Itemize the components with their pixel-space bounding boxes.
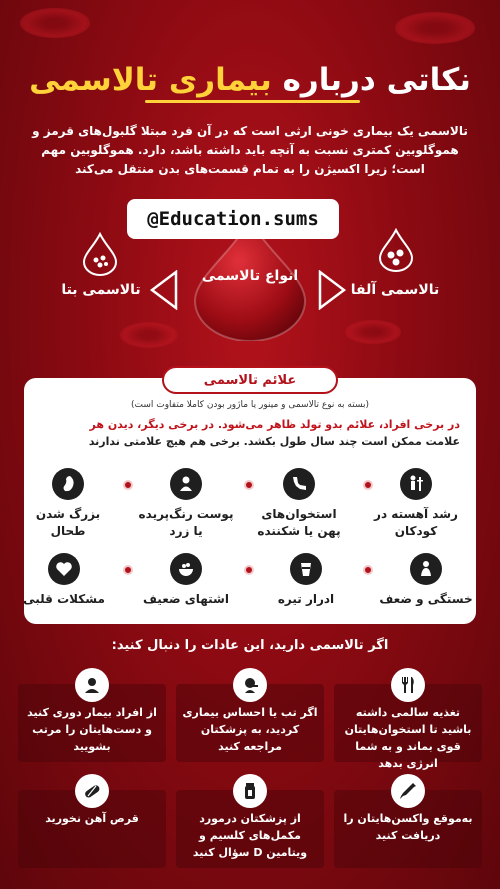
symptom-label: بزرگ شدن طحال — [35, 507, 101, 538]
fatigue-icon — [410, 553, 442, 585]
beta-thalassemia-label: تالاسمی بتا — [61, 282, 141, 298]
page-title — [0, 58, 500, 102]
symptom-item — [136, 553, 236, 608]
thalassemia-types-label: انواع تالاسمی — [201, 268, 299, 284]
symptom-label: پوست رنگ‌پریده یا زرد — [138, 507, 234, 538]
appetite-icon — [170, 553, 202, 585]
urine-cup-icon — [290, 553, 322, 585]
habit-text: از پزشکتان درمورد مکمل‌های کلسیم و ویتامین D سؤال کنید — [192, 812, 308, 859]
spleen-icon — [52, 468, 84, 500]
symptom-item — [136, 468, 236, 540]
supplement-icon — [233, 774, 267, 808]
symptom-label: اشتهای ضعیف — [143, 592, 229, 606]
triangle-right-icon — [318, 270, 346, 310]
habit-text: به‌موقع واکسن‌هایتان را دریافت کنید — [343, 812, 473, 842]
habit-card — [334, 790, 482, 868]
blood-cell-decoration — [20, 8, 90, 38]
heart-icon — [48, 553, 80, 585]
triangle-left-icon — [150, 270, 178, 310]
symptom-label: مشکلات قلبی — [23, 592, 105, 606]
pill-icon — [75, 774, 109, 808]
habits-title: اگر تالاسمی دارید، این عادات را دنبال کنید: — [111, 638, 389, 653]
alpha-thalassemia-label: تالاسمی آلفا — [350, 282, 440, 298]
habit-card — [176, 684, 324, 762]
title-underline — [145, 100, 360, 103]
symptom-item — [249, 468, 349, 540]
separator-dot — [244, 480, 254, 490]
beta-drop-icon — [82, 232, 118, 276]
symptom-label: خستگی و ضعف — [379, 592, 473, 606]
separator-dot — [363, 480, 373, 490]
blood-cell-decoration — [120, 322, 178, 348]
habit-text: تغذیه سالمی داشته باشید تا استخوان‌هایتان قوی بماند و به شما انرژی بدهد — [344, 706, 472, 770]
separator-dot — [244, 565, 254, 575]
habit-text: قرص آهن نخورید — [45, 812, 139, 825]
symptom-item — [376, 553, 476, 608]
slow-growth-icon — [400, 468, 432, 500]
intro-paragraph: تالاسمی یک بیماری خونی ارثی است که در آن فرد مبتلا گلبول‌های قرمز و هموگلوبین کمتری نسبت به آنچه باید داشته باشد، دارد. هموگلوبین مهم است؛ زیرا اکسیژن را به تمام قسمت‌های بدن منتقل می‌کند — [32, 124, 468, 176]
habit-card — [18, 684, 166, 762]
symptom-item — [18, 468, 118, 540]
watermark-handle: @Education.sums — [127, 199, 339, 239]
symptom-item — [256, 553, 356, 608]
habit-card — [18, 790, 166, 868]
symptoms-note-red: در برخی افراد، علائم بدو تولد ظاهر می‌شود. در برخی دیگر، دیدن هر — [89, 418, 460, 431]
symptoms-subtitle: (بسته به نوع تالاسمی و مینور یا ماژور بودن کاملا متفاوت است) — [130, 400, 369, 410]
baby-skin-icon — [170, 468, 202, 500]
symptoms-note-black: علامت ممکن است چند سال طول بکشد. برخی هم هیچ علامتی ندارند — [88, 435, 460, 448]
syringe-icon — [391, 774, 425, 808]
habit-card — [334, 684, 482, 770]
symptom-label: رشد آهسته در کودکان — [374, 507, 458, 538]
separator-dot — [363, 565, 373, 575]
title-part-white: نکاتی درباره — [282, 62, 471, 98]
habit-text: اگر تب یا احساس بیماری کردید، به پزشکتان مراجعه کنید — [182, 706, 318, 753]
bone-icon — [283, 468, 315, 500]
separator-dot — [123, 565, 133, 575]
sick-person-icon — [75, 668, 109, 702]
fork-knife-icon — [391, 668, 425, 702]
symptoms-heading: علائم تالاسمی — [162, 366, 338, 394]
alpha-drop-icon — [378, 228, 414, 272]
symptom-item — [366, 468, 466, 540]
blood-cell-decoration — [395, 12, 475, 44]
symptom-item — [14, 553, 114, 608]
fever-icon — [233, 668, 267, 702]
symptom-label: استخوان‌های پهن یا شکننده — [257, 507, 341, 538]
separator-dot — [123, 480, 133, 490]
habit-text: از افراد بیمار دوری کنید و دست‌هایتان را مرتب بشویید — [27, 706, 157, 753]
symptom-label: ادرار تیره — [277, 592, 335, 606]
blood-cell-decoration — [345, 320, 401, 344]
habit-card — [176, 790, 324, 868]
title-part-yellow: بیماری تالاسمی — [29, 62, 272, 98]
